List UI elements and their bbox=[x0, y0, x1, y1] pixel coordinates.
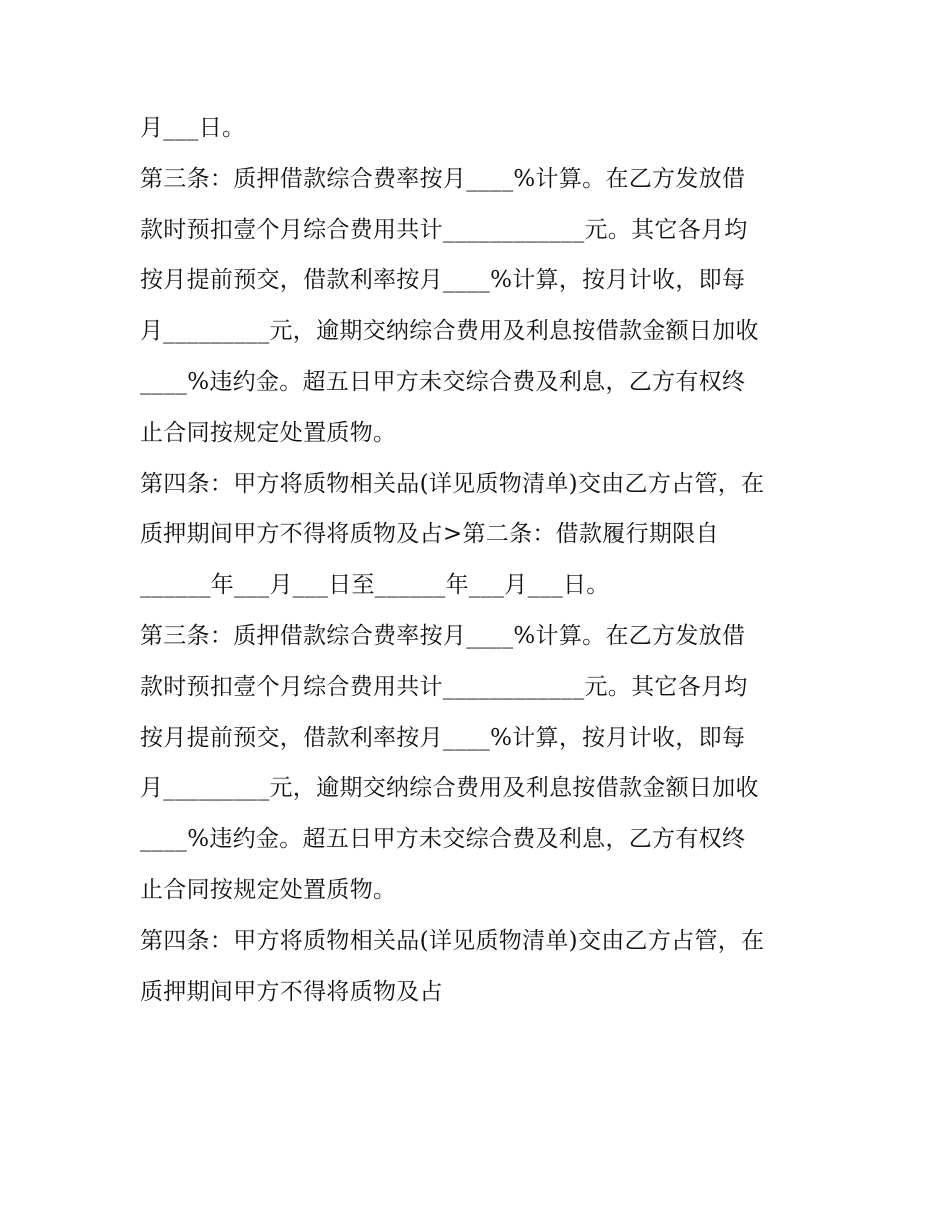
text-line: 第三条：质押借款综合费率按月____%计算。在乙方发放借 bbox=[140, 622, 746, 649]
text-line: 止合同按规定处置质物。 bbox=[140, 419, 397, 446]
text-line: 款时预扣壹个月综合费用共计____________元。其它各月均 bbox=[140, 673, 748, 700]
text-line: 款时预扣壹个月综合费用共计____________元。其它各月均 bbox=[140, 216, 748, 243]
text-line: 质押期间甲方不得将质物及占 bbox=[140, 978, 443, 1005]
document-body bbox=[140, 103, 820, 1017]
text-line: 第三条：质押借款综合费率按月____%计算。在乙方发放借 bbox=[140, 165, 746, 192]
text-line: 按月提前预交，借款利率按月____%计算，按月计收，即每 bbox=[140, 267, 746, 294]
text-line: 月_________元，逾期交纳综合费用及利息按借款金额日加收 bbox=[140, 775, 759, 802]
text-line: 第四条：甲方将质物相关品(详见质物清单)交由乙方占管，在 bbox=[140, 927, 765, 954]
text-line: 月___日。 bbox=[140, 115, 246, 141]
text-line: ____%违约金。超五日甲方未交综合费及利息，乙方有权终 bbox=[140, 826, 746, 853]
text-line: ____%违约金。超五日甲方未交综合费及利息，乙方有权终 bbox=[140, 368, 746, 395]
text-line: 第四条：甲方将质物相关品(详见质物清单)交由乙方占管，在 bbox=[140, 470, 765, 497]
text-line: 质押期间甲方不得将质物及占>第二条：借款履行期限自 bbox=[140, 521, 719, 548]
text-line: 止合同按规定处置质物。 bbox=[140, 876, 397, 903]
text-line: ______年___月___日至______年___月___日。 bbox=[140, 572, 610, 599]
text-line: 月_________元，逾期交纳综合费用及利息按借款金额日加收 bbox=[140, 318, 759, 345]
text-line: 按月提前预交，借款利率按月____%计算，按月计收，即每 bbox=[140, 724, 746, 751]
